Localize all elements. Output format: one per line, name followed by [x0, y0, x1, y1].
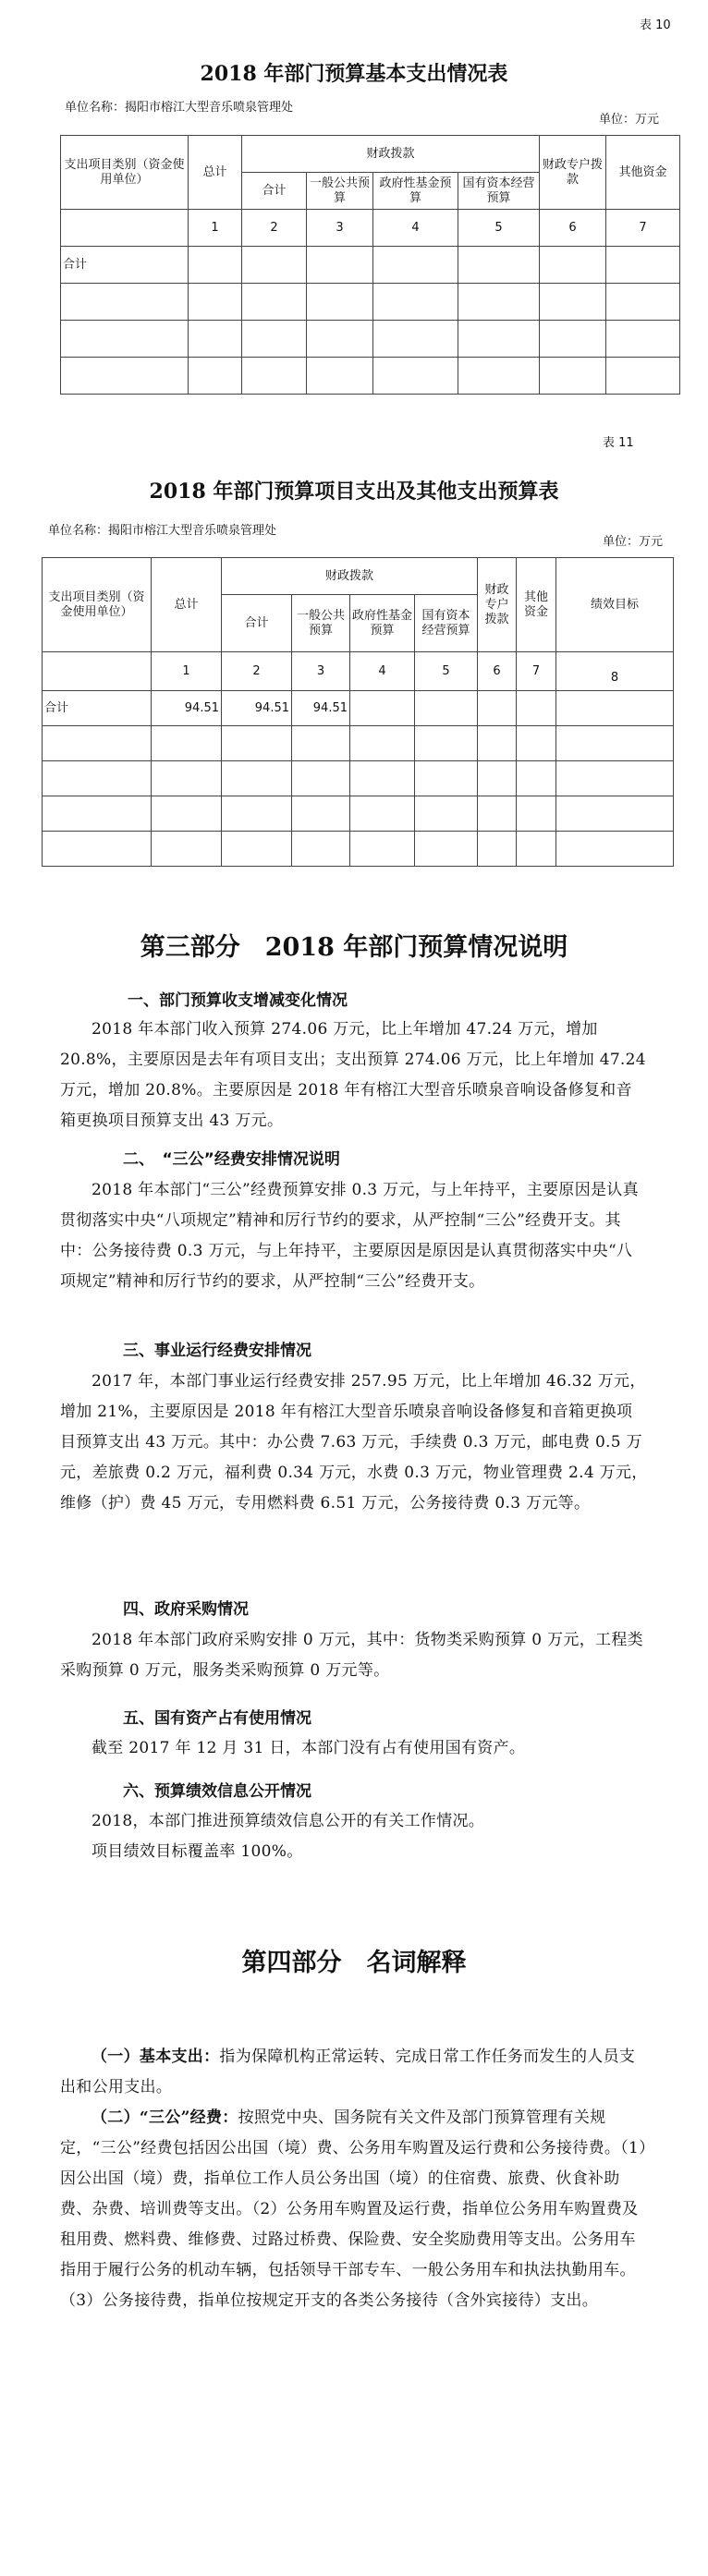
table11-head-sub: 合计: [222, 595, 292, 652]
table10-head-category: 支出项目类别（资金使用单位）: [61, 136, 189, 210]
table11-num: 1: [152, 652, 222, 691]
table11-head-other: 其他资金: [517, 558, 556, 652]
table11-cell: [43, 652, 152, 691]
table11-unit-name: 单位名称：揭阳市榕江大型音乐喷泉管理处: [48, 524, 277, 538]
part3-section1-text: [60, 1015, 648, 1136]
table10-row-total-label: 合计: [61, 247, 189, 284]
part3-section5-heading: 五、国有资产占有使用情况: [123, 1709, 311, 1728]
table10-num: 3: [307, 210, 373, 247]
table11-unit: 单位：万元: [603, 535, 664, 549]
table11-head-fiscal: 财政拨款: [222, 558, 478, 595]
part3-section2-text: [60, 1175, 648, 1297]
table10-head-fund: 政府性基金预算: [373, 173, 458, 210]
term-definition: 指为保障机构正常运转、完成日常工作任务而发生的人员支出和公用支出。: [60, 2047, 636, 2096]
section3-paragraph: 2017 年，本部门事业运行经费安排 257.95 万元，比上年增加 46.32 万元，增加 21%，主要原因是 2018 年有榕江大型音乐喷泉音响设备修复和音箱更换项目预算支出 43 万元。其中：办公费 7.63 万元，手续费 0.3 万元，邮电费 0.5 万元，差旅费 0.2 万元，福利费 0.34 万元，水费 0.3 万元，物业管理费 2.4 万元，维修（护）费 45 万元，专用燃料费 6.51 万元，公务接待费 0.3 万元等。: [60, 1372, 648, 1513]
part3-section6-heading: 六、预算绩效信息公开情况: [123, 1782, 311, 1801]
table11-num: 7: [517, 652, 556, 691]
table11-num: 5: [415, 652, 478, 691]
table11-tag: 表 11: [603, 436, 634, 450]
part4-terms: [60, 2042, 648, 2316]
table10-head-fiscal: 财政拨款: [242, 136, 540, 173]
term-definition: 按照党中央、国务院有关文件及部门预算管理有关规定，“三公”经费包括因公出国（境）费、公务用车购置及运行费和公务接待费。（1）因公出国（境）费，指单位工作人员公务出国（境）的住宿费、旅费、伙食补助费、杂费、培训费等支出。（2）公务用车购置及运行费，指单位公务用车购置费及租用费、燃料费、维修费、过路过桥费、保险费、安全奖励费用等支出。公务用车指用于履行公务的机动车辆，包括领导干部专车、一般公务用车和执法执勤用车。（3）公务接待费，指单位按规定开支的各类公务接待（含外宾接待）支出。: [60, 2108, 647, 2310]
table11-head-category: 支出项目类别（资金使用单位）: [43, 558, 152, 652]
table10-num: 1: [189, 210, 242, 247]
term-basic-expenditure: [60, 2042, 648, 2103]
table10-title: 2018 年部门预算基本支出情况表: [200, 62, 508, 86]
table10-head-other: 其他资金: [606, 136, 680, 210]
table11-head-special: 财政专户拨款: [478, 558, 517, 652]
table11-head-total: 总计: [152, 558, 222, 652]
part3-section2-heading: 二、 “三公”经费安排情况说明: [123, 1150, 340, 1169]
table10-num: 4: [373, 210, 458, 247]
term-label: （二）“三公”经费：: [92, 2108, 238, 2127]
table11-num: 6: [478, 652, 517, 691]
table11-num: 2: [222, 652, 292, 691]
term-three-public: [60, 2103, 648, 2316]
section5-paragraph: 截至 2017 年 12 月 31 日，本部门没有占有使用国有资产。: [92, 1739, 526, 1757]
part3-section5-text: [60, 1733, 648, 1764]
table11-row-total-value: 94.51: [222, 691, 292, 726]
table11-num: 8: [556, 652, 674, 691]
table11-num: 4: [350, 652, 415, 691]
part3-section4-heading: 四、政府采购情况: [123, 1600, 249, 1619]
part3-section6-text: [60, 1806, 648, 1867]
table11-num: 3: [292, 652, 350, 691]
part3-section4-text: [60, 1625, 648, 1686]
table11-head-fund: 政府性基金预算: [350, 595, 415, 652]
table10: [60, 135, 680, 395]
part3-section3-text: [60, 1367, 648, 1519]
section4-paragraph: 2018 年本部门政府采购安排 0 万元，其中：货物类采购预算 0 万元，工程类采购预算 0 万元，服务类采购预算 0 万元等。: [60, 1631, 643, 1680]
table11-row-total-label: 合计: [43, 691, 152, 726]
table10-cell: [61, 210, 189, 247]
section1-paragraph: 2018 年本部门收入预算 274.06 万元，比上年增加 47.24 万元，增加 20.8%，主要原因是去年有项目支出；支出预算 274.06 万元，比上年增加 47.24 万元，增加 20.8%。主要原因是 2018 年有榕江大型音乐喷泉音响设备修复和音箱更换项目预算支出 43 万元。: [60, 1020, 646, 1130]
table11-head-perf: 绩效目标: [556, 558, 674, 652]
table11-row-total-value: 94.51: [292, 691, 350, 726]
part3-section3-heading: 三、事业运行经费安排情况: [123, 1342, 311, 1360]
part4-title: 第四部分 名词解释: [241, 1949, 467, 1977]
section2-paragraph: 2018 年本部门“三公”经费预算安排 0.3 万元，与上年持平，主要原因是认真贯彻落实中央“八项规定”精神和厉行节约的要求，从严控制“三公”经费开支。其中：公务接待费 0.3 万元，与上年持平，主要原因是原因是认真贯彻落实中央“八项规定”精神和厉行节约的要求，从严控制“三公”经费开支。: [60, 1181, 639, 1291]
table10-unit: 单位：万元: [599, 113, 660, 127]
table10-head-state: 国有资本经营预算: [458, 173, 540, 210]
term-label: （一）基本支出：: [92, 2047, 220, 2066]
table10-num: 2: [242, 210, 307, 247]
table11-row-total-value: 94.51: [152, 691, 222, 726]
table10-num: 7: [606, 210, 680, 247]
table11: [42, 557, 674, 867]
table10-num: 6: [540, 210, 606, 247]
section6-paragraph: 项目绩效目标覆盖率 100%。: [92, 1842, 303, 1861]
table10-unit-name: 单位名称：揭阳市榕江大型音乐喷泉管理处: [65, 101, 294, 115]
section6-paragraph: 2018，本部门推进预算绩效信息公开的有关工作情况。: [92, 1812, 485, 1830]
table11-head-state: 国有资本经营预算: [415, 595, 478, 652]
table10-head-general: 一般公共预算: [307, 173, 373, 210]
table10-head-sub: 合计: [242, 173, 307, 210]
table11-head-general: 一般公共预算: [292, 595, 350, 652]
table10-tag: 表 10: [640, 18, 671, 32]
table10-head-special: 财政专户拨款: [540, 136, 606, 210]
part3-title: 第三部分 2018 年部门预算情况说明: [140, 933, 568, 962]
table10-num: 5: [458, 210, 540, 247]
part3-section1-heading: 一、部门预算收支增减变化情况: [128, 991, 348, 1010]
table10-head-total: 总计: [189, 136, 242, 210]
table11-title: 2018 年部门预算项目支出及其他支出预算表: [149, 480, 559, 504]
